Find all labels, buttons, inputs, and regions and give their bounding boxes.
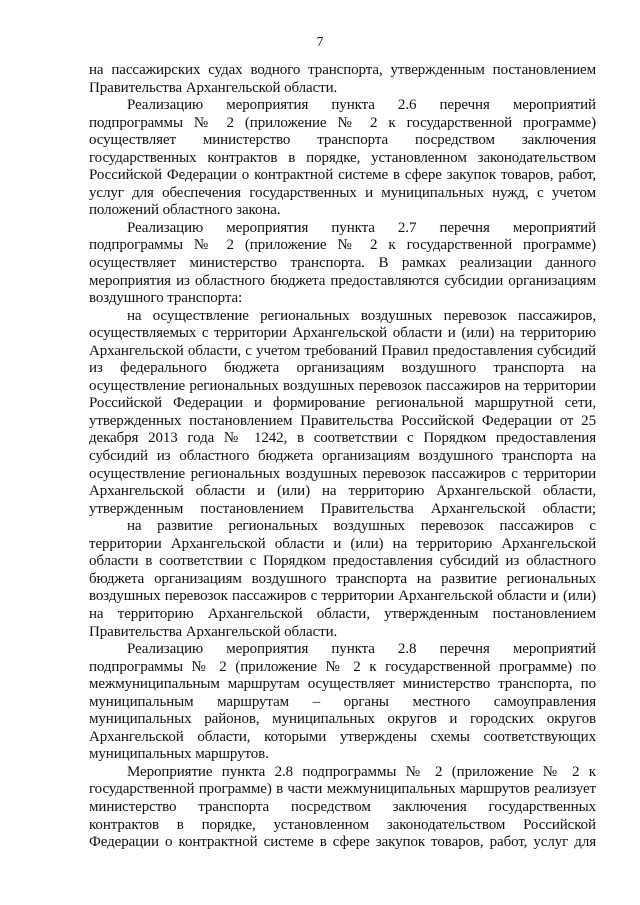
paragraph: на пассажирских судах водного транспорта, утвержденным постановлением Правительства Архангельской области. xyxy=(89,62,596,96)
document-body xyxy=(89,62,596,852)
page-number: 7 xyxy=(316,35,324,50)
paragraph: Реализацию мероприятия пункта 2.6 перечня мероприятий подпрограммы № 2 (приложение № 2 к государственной программе) осуществляет министерство транспорта посредством заключения государственных контрактов в порядке, установленном законодательством Российской Федерации о контрактной системе в сфере закупок товаров, работ, услуг для обеспечения государственных и муниципальных нужд, с учетом положений областного закона. xyxy=(89,97,596,219)
paragraph: на развитие региональных воздушных перевозок пассажиров с территории Архангельской области и (или) на территорию Архангельской области в соответствии с Порядком предоставления субсидий из областного бюджета организациям воздушного транспорта на развитие региональных воздушных перевозок пассажиров с территории Архангельской области и (или) на территорию Архангельской области, утвержденным постановлением Правительства Архангельской области. xyxy=(89,518,596,640)
paragraph: Мероприятие пункта 2.8 подпрограммы № 2 (приложение № 2 к государственной программе) в части межмуниципальных маршрутов реализует министерство транспорта посредством заключения государственных контрактов в порядке, установленном законодательством Российской Федерации о контрактной системе в сфере закупок товаров, работ, услуг для xyxy=(89,763,596,851)
paragraph: Реализацию мероприятия пункта 2.7 перечня мероприятий подпрограммы № 2 (приложение № 2 к государственной программе) осуществляет министерство транспорта. В рамках реализации данного мероприятия из областного бюджета предоставляются субсидии организациям воздушного транспорта: xyxy=(89,219,596,307)
paragraph: на осуществление региональных воздушных перевозок пассажиров, осуществляемых с территории Архангельской области и (или) на территорию Архангельской области, с учетом требований Правил предоставления субсидий из федерального бюджета организациям воздушного транспорта на осуществление региональных воздушных перевозок пассажиров на территории Российской Федерации и формирование региональной маршрутной сети, утвержденных постановлением Правительства Российской Федерации от 25 декабря 2013 года № 1242, в соответствии с Порядком предоставления субсидий из областного бюджета организациям воздушного транспорта на осуществление региональных воздушных перевозок пассажиров с территории Архангельской области и (или) на территорию Архангельской области, утвержденным постановлением Правительства Архангельской области; xyxy=(89,307,596,517)
paragraph: Реализацию мероприятия пункта 2.8 перечня мероприятий подпрограммы № 2 (приложение № 2 к государственной программе) по межмуниципальным маршрутам осуществляет министерство транспорта, по муниципальным маршрутам – органы местного самоуправления муниципальных районов, муниципальных округов и городских округов Архангельской области, которыми утверждены схемы соответствующих муниципальных маршрутов. xyxy=(89,641,596,763)
